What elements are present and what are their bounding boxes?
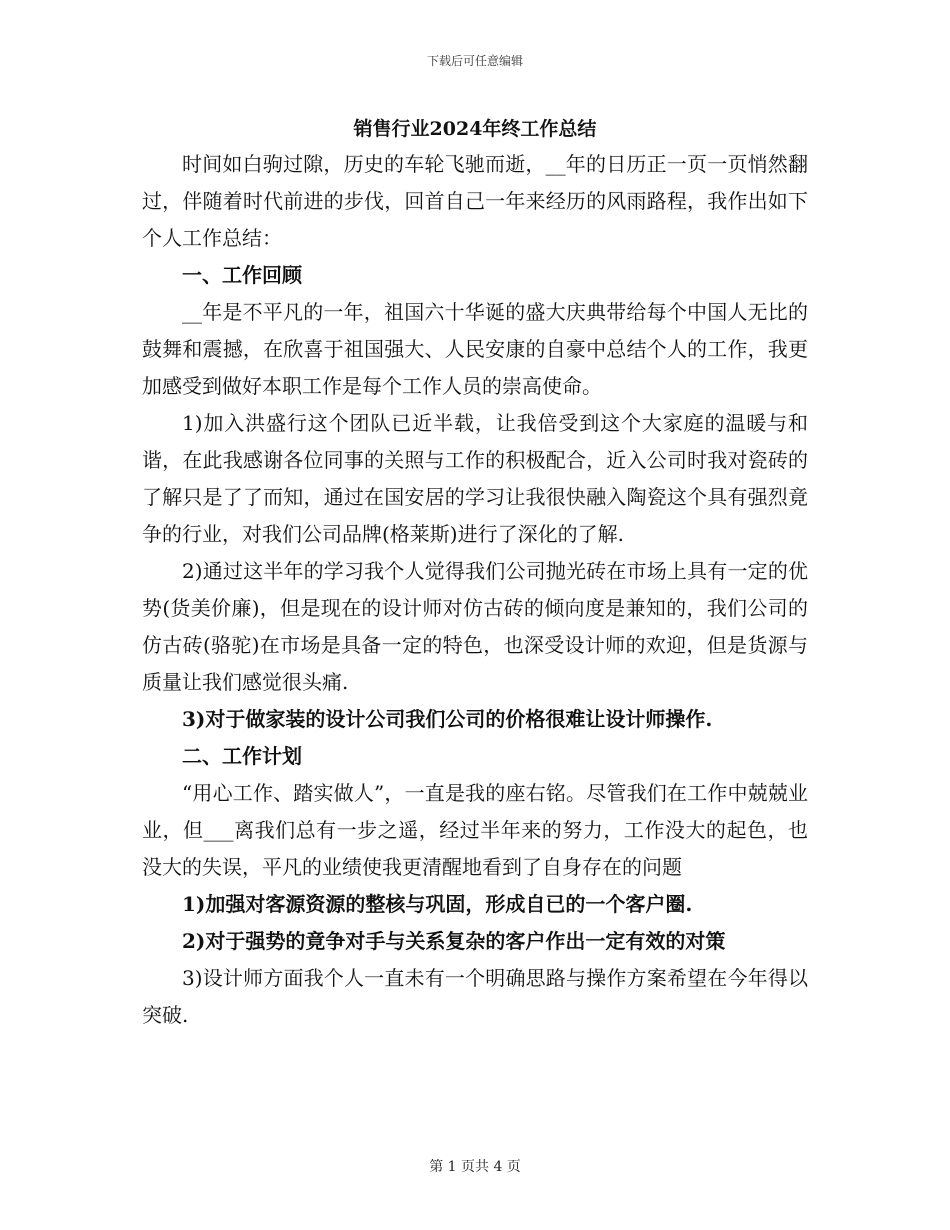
- page-header-note: 下载后可任意编辑: [426, 54, 523, 68]
- review-item-3: 3)对于做家装的设计公司我们公司的价格很难让设计师操作.: [182, 707, 713, 731]
- plan-item-2: 2)对于强势的竟争对手与关系复杂的客户作出一定有效的对策: [182, 929, 726, 953]
- document-title: 销售行业2024年终工作总结: [353, 118, 597, 140]
- review-paragraph: __年是不平凡的一年，祖国六十华诞的盛大庆典带给每个中国人无比的鼓舞和震撼，在欣喜于祖国强大、人民安康的自豪中总结个人的工作，我更加感受到做好本职工作是每个工作人员的崇高使命。: [142, 300, 808, 398]
- document-body: [142, 112, 808, 1034]
- plan-item-1: 1)加强对客源资源的整核与巩固，形成自已的一个客户圈.: [182, 892, 693, 916]
- review-item-2: 2)通过这半年的学习我个人觉得我们公司抛光砖在市场上具有一定的优势(货美价廉)，但是现在的设计师对仿古砖的倾向度是兼知的，我们公司的仿古砖(骆驼)在市场是具备一定的特色，也深受设计师的欢迎，但是货源与质量让我们感觉很头痛.: [142, 559, 808, 694]
- plan-item-3: 3)设计师方面我个人一直未有一个明确思路与操作方案希望在今年得以突破.: [142, 966, 808, 1027]
- section-heading-work-plan: 二、工作计划: [182, 744, 302, 768]
- page-number: 第 1 页共 4 页: [429, 1159, 521, 1175]
- review-item-1: 1)加入洪盛行这个团队已近半载，让我倍受到这个大家庭的温暖与和谐，在此我感谢各位同事的关照与工作的积极配合，近入公司时我对瓷砖的了解只是了了而知，通过在国安居的学习让我很快融入陶瓷这个具有强烈竟争的行业，对我们公司品牌(格莱斯)进行了深化的了解.: [142, 411, 808, 546]
- intro-paragraph: 时间如白驹过隙，历史的车轮飞驰而逝，__年的日历正一页一页悄然翻过，伴随着时代前进的步伐，回首自己一年来经历的风雨路程，我作出如下个人工作总结：: [142, 152, 808, 250]
- section-heading-work-review: 一、工作回顾: [182, 263, 302, 287]
- plan-paragraph: “用心工作、踏实做人”，一直是我的座右铭。尽管我们在工作中兢兢业业，但___离我们总有一步之遥，经过半年来的努力，工作没大的起色，也没大的失误，平凡的业绩使我更清醒地看到了自身存在的问题: [142, 781, 808, 879]
